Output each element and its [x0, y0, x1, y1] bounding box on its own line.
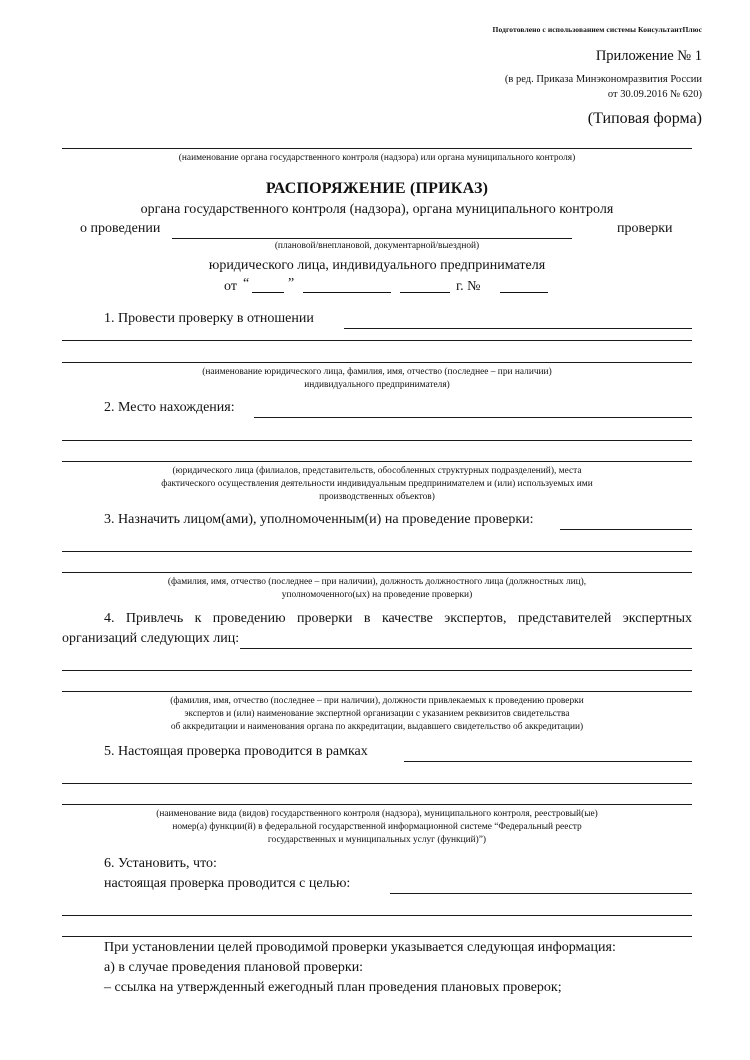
date-month-input[interactable]	[303, 292, 391, 293]
date-year-suffix-label: г. №	[456, 279, 481, 294]
footer-note-line-1: При установлении целей проводимой проверки указывается следующая информация:	[104, 940, 616, 955]
edition-reference-line-2: от 30.09.2016 № 620)	[607, 89, 702, 100]
section-2-label: 2. Место нахождения:	[104, 400, 235, 415]
section-1-caption-line-1: (наименование юридического лица, фамилия, имя, отчество (последнее – при наличии)	[202, 367, 552, 377]
section-4-input-line-2[interactable]	[62, 670, 692, 671]
authority-name-rule	[62, 148, 692, 149]
edition-reference-line-1: (в ред. Приказа Минэкономразвития России	[504, 74, 702, 85]
section-1-input-line-3[interactable]	[62, 362, 692, 363]
section-5-caption-line-1: (наименование вида (видов) государственного контроля (надзора), муниципального контроля, реестровый(ые)	[156, 809, 598, 819]
section-5-input-line-2[interactable]	[62, 783, 692, 784]
footer-note-line-3: – ссылка на утвержденный ежегодный план проведения плановых проверок;	[104, 980, 562, 995]
section-2-caption-line-3: производственных объектов)	[319, 492, 435, 502]
section-5-caption-line-2: номер(а) функции(й) в федеральной государственной информационной системе “Федеральный реестр	[172, 822, 582, 832]
section-4-input-line-1[interactable]	[240, 648, 692, 649]
typical-form-label: (Типовая форма)	[587, 110, 702, 127]
section-3-input-line-2[interactable]	[62, 551, 692, 552]
section-5-label: 5. Настоящая проверка проводится в рамках	[104, 744, 368, 759]
date-prefix-label: от	[224, 279, 237, 294]
about-suffix-label: проверки	[617, 221, 673, 236]
section-1-input-line-1[interactable]	[344, 328, 692, 329]
section-1-input-line-2[interactable]	[62, 340, 692, 341]
document-title: РАСПОРЯЖЕНИЕ (ПРИКАЗ)	[265, 180, 489, 197]
date-quote-close: ”	[288, 276, 295, 291]
appendix-number: Приложение № 1	[595, 48, 702, 64]
footer-note-line-2: а) в случае проведения плановой проверки:	[104, 960, 364, 975]
inspection-type-input[interactable]	[172, 238, 572, 239]
section-5-caption-line-3: государственных и муниципальных услуг (функций)”)	[267, 835, 487, 845]
document-number-input[interactable]	[500, 292, 548, 293]
section-4-label-line-1: 4. Привлечь к проведению проверки в качестве экспертов, представителей экспертных	[104, 611, 692, 626]
section-4-caption-line-1: (фамилия, имя, отчество (последнее – при наличии), должности привлекаемых к проведению проверки	[170, 696, 584, 706]
section-6-input-line-1[interactable]	[390, 893, 692, 894]
date-quote-open: “	[243, 276, 250, 291]
section-4-label-line-2: организаций следующих лиц:	[62, 631, 240, 646]
section-5-input-line-3[interactable]	[62, 804, 692, 805]
section-2-caption-line-2: фактического осуществления деятельности индивидуальным предпринимателем и (или) используемых ими	[161, 479, 593, 489]
section-3-caption-line-1: (фамилия, имя, отчество (последнее – при наличии), должность должностного лица (должностных лиц),	[167, 577, 587, 587]
section-2-caption-line-1: (юридического лица (филиалов, представительств, обособленных структурных подразделений), места	[172, 466, 582, 476]
entity-type-line: юридического лица, индивидуального предпринимателя	[208, 258, 546, 273]
section-6-sub-label: настоящая проверка проводится с целью:	[104, 876, 351, 891]
section-2-input-line-3[interactable]	[62, 461, 692, 462]
section-6-input-line-2[interactable]	[62, 915, 692, 916]
inspection-type-caption: (плановой/внеплановой, документарной/выездной)	[274, 241, 480, 251]
section-3-label: 3. Назначить лицом(ами), уполномоченным(и) на проведение проверки:	[104, 512, 534, 527]
authority-name-caption: (наименование органа государственного контроля (надзора) или органа муниципального контроля)	[178, 153, 576, 163]
about-prefix-label: о проведении	[80, 221, 161, 236]
section-3-caption-line-2: уполномоченного(ых) на проведение проверки)	[281, 590, 473, 600]
section-4-input-line-3[interactable]	[62, 691, 692, 692]
section-3-input-line-3[interactable]	[62, 572, 692, 573]
section-3-input-line-1[interactable]	[560, 529, 692, 530]
consultant-plus-note: Подготовлено с использованием системы КонсультантПлюс	[492, 25, 702, 34]
section-4-caption-line-2: экспертов и (или) наименование экспертной организации с указанием реквизитов свидетельства	[184, 709, 570, 719]
section-4-caption-line-3: об аккредитации и наименования органа по аккредитации, выдавшего свидетельство об аккредитации)	[170, 722, 584, 732]
section-1-label: 1. Провести проверку в отношении	[104, 311, 314, 326]
section-6-label: 6. Установить, что:	[104, 856, 217, 871]
date-day-input[interactable]	[252, 292, 284, 293]
section-2-input-line-1[interactable]	[254, 417, 692, 418]
section-2-input-line-2[interactable]	[62, 440, 692, 441]
section-6-input-line-3[interactable]	[62, 936, 692, 937]
section-1-caption-line-2: индивидуального предпринимателя)	[304, 380, 450, 390]
date-year-input[interactable]	[400, 292, 450, 293]
document-subtitle: органа государственного контроля (надзора), органа муниципального контроля	[140, 202, 614, 217]
section-5-input-line-1[interactable]	[404, 761, 692, 762]
